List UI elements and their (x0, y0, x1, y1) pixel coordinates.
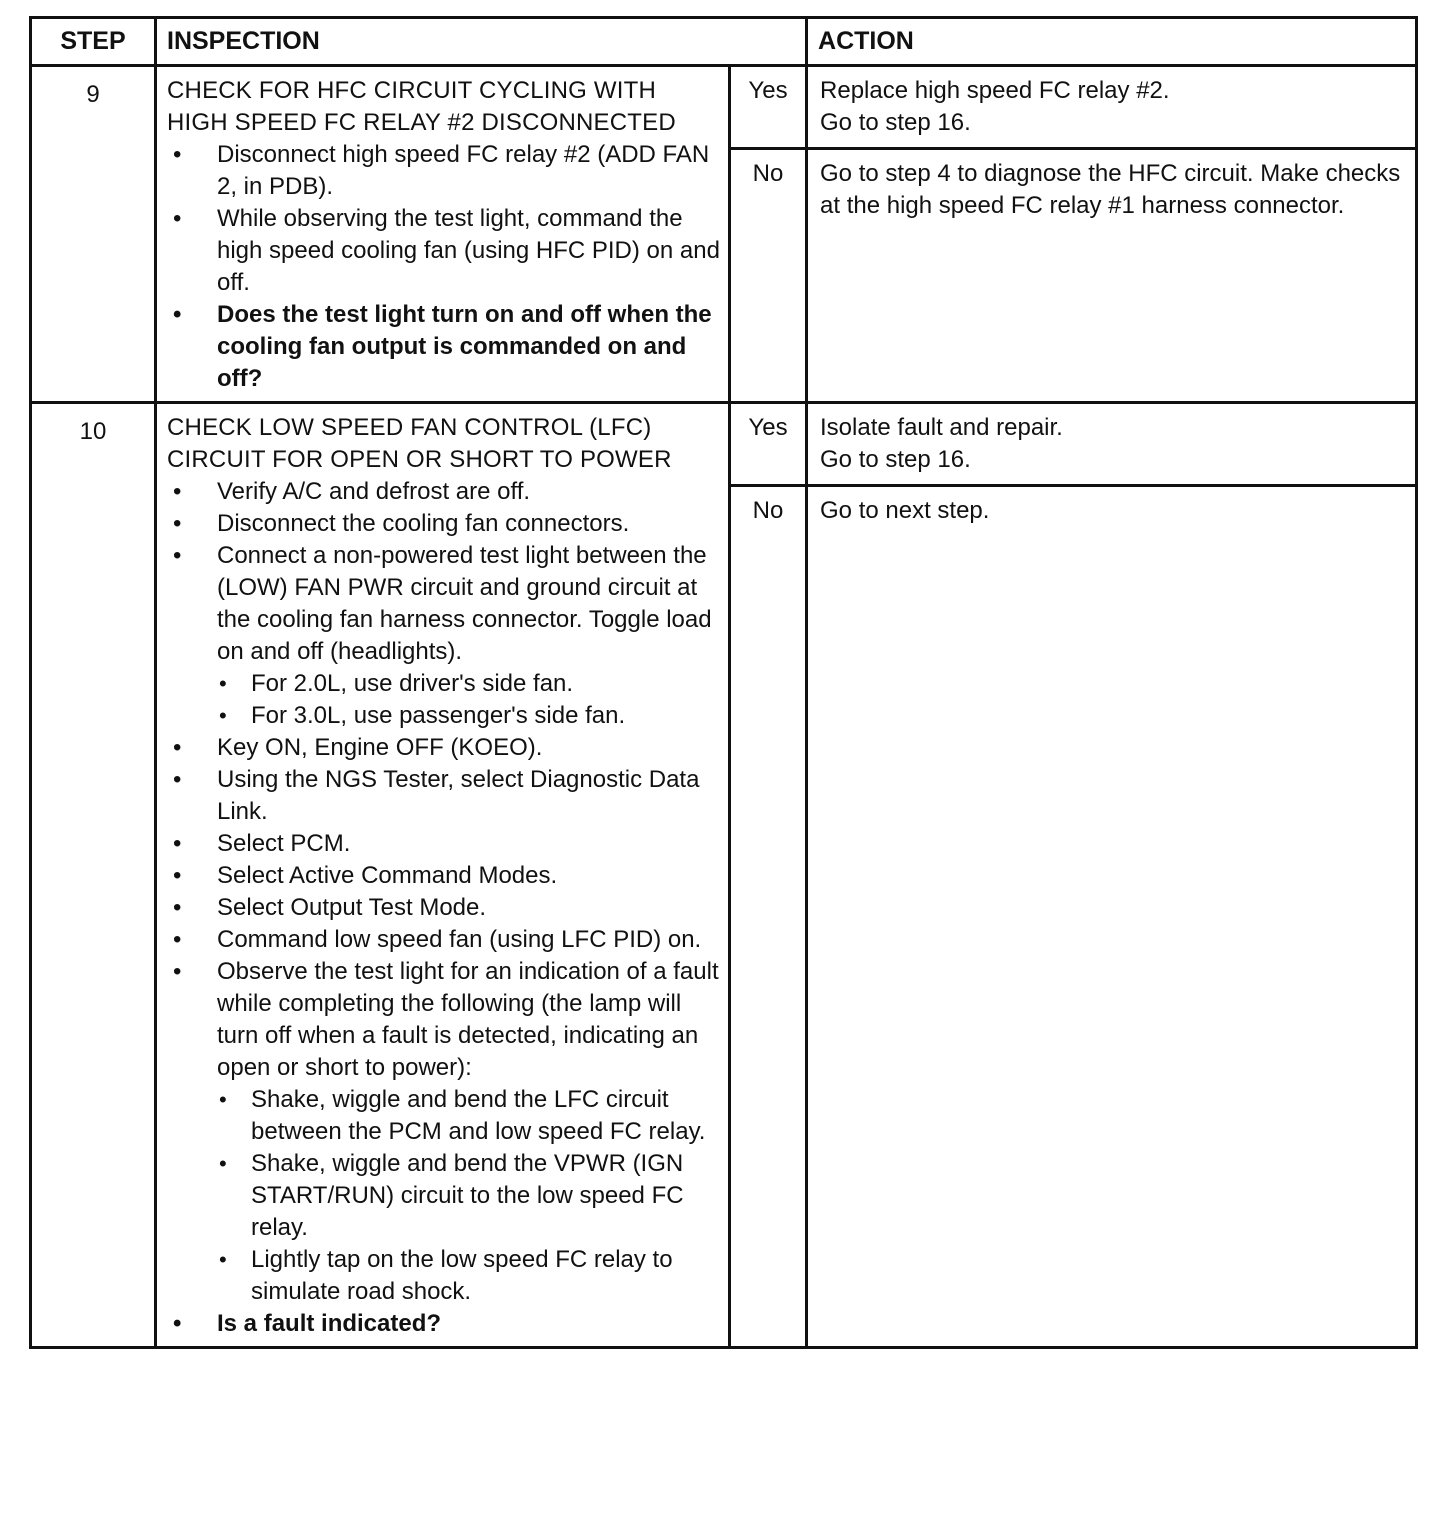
inspection-sub-bullet-list (217, 1084, 720, 1308)
inspection-bullet: • Disconnect high speed FC relay #2 (ADD FAN 2, in PDB). (167, 139, 720, 203)
step-9-yes-row (31, 66, 1417, 149)
no-action-cell: Go to step 4 to diagnose the HFC circuit. Make checks at the high speed FC relay #1 harness connector. (807, 149, 1417, 403)
inspection-bullet (167, 540, 720, 732)
inspection-heading: CHECK FOR HFC CIRCUIT CYCLING WITH HIGH SPEED FC RELAY #2 DISCONNECTED (167, 77, 676, 136)
inspection-sub-bullet: • For 2.0L, use driver's side fan. (217, 668, 720, 700)
yes-label: Yes (730, 403, 807, 486)
step-10-yes-row (31, 403, 1417, 486)
action-column-header: ACTION (807, 18, 1417, 66)
inspection-bullet-list (167, 139, 720, 395)
inspection-bullet-text: Observe the test light for an indication of a fault while completing the following (the lamp will turn off when a fault is detected, indicating an open or short to power): (217, 958, 719, 1081)
action-line: Go to step 16. (820, 109, 971, 136)
inspection-bullet: • Verify A/C and defrost are off. (167, 476, 720, 508)
inspection-bullet (167, 956, 720, 1308)
inspection-bullet-list (167, 476, 720, 1340)
no-label: No (730, 149, 807, 403)
inspection-bullet-text: Connect a non-powered test light between the (LOW) FAN PWR circuit and ground circuit at the cooling fan harness connector. Toggle load on and off (headlights). (217, 542, 712, 665)
action-line: Replace high speed FC relay #2. (820, 77, 1170, 104)
action-line: Isolate fault and repair. (820, 414, 1063, 441)
no-action-cell: Go to next step. (807, 486, 1417, 1348)
inspection-sub-bullet: • Shake, wiggle and bend the VPWR (IGN START/RUN) circuit to the low speed FC relay. (217, 1148, 720, 1244)
step-number: 9 (31, 66, 156, 403)
inspection-bullet: • Select Output Test Mode. (167, 892, 720, 924)
inspection-column-header: INSPECTION (156, 18, 807, 66)
action-line: Go to step 16. (820, 446, 971, 473)
diagnostic-table (29, 16, 1418, 1349)
step-number: 10 (31, 403, 156, 1348)
inspection-sub-bullet: • For 3.0L, use passenger's side fan. (217, 700, 720, 732)
inspection-bullet: • While observing the test light, command the high speed cooling fan (using HFC PID) on and off. (167, 203, 720, 299)
inspection-sub-bullet: • Shake, wiggle and bend the LFC circuit between the PCM and low speed FC relay. (217, 1084, 720, 1148)
inspection-heading: CHECK LOW SPEED FAN CONTROL (LFC) CIRCUIT FOR OPEN OR SHORT TO POWER (167, 414, 672, 473)
inspection-bullet: • Disconnect the cooling fan connectors. (167, 508, 720, 540)
step-column-header: STEP (31, 18, 156, 66)
inspection-bullet: • Command low speed fan (using LFC PID) on. (167, 924, 720, 956)
inspection-question: • Does the test light turn on and off when the cooling fan output is commanded on and off? (167, 299, 720, 395)
inspection-bullet: • Using the NGS Tester, select Diagnostic Data Link. (167, 764, 720, 828)
yes-action-cell (807, 66, 1417, 149)
inspection-bullet: • Select PCM. (167, 828, 720, 860)
inspection-question: • Is a fault indicated? (167, 1308, 720, 1340)
yes-action-cell (807, 403, 1417, 486)
inspection-cell (156, 66, 730, 403)
no-label: No (730, 486, 807, 1348)
header-row (31, 18, 1417, 66)
inspection-bullet: • Key ON, Engine OFF (KOEO). (167, 732, 720, 764)
inspection-sub-bullet: • Lightly tap on the low speed FC relay to simulate road shock. (217, 1244, 720, 1308)
diagnostic-table-container (29, 16, 1415, 1349)
inspection-cell (156, 403, 730, 1348)
inspection-bullet: • Select Active Command Modes. (167, 860, 720, 892)
inspection-sub-bullet-list (217, 668, 720, 732)
yes-label: Yes (730, 66, 807, 149)
